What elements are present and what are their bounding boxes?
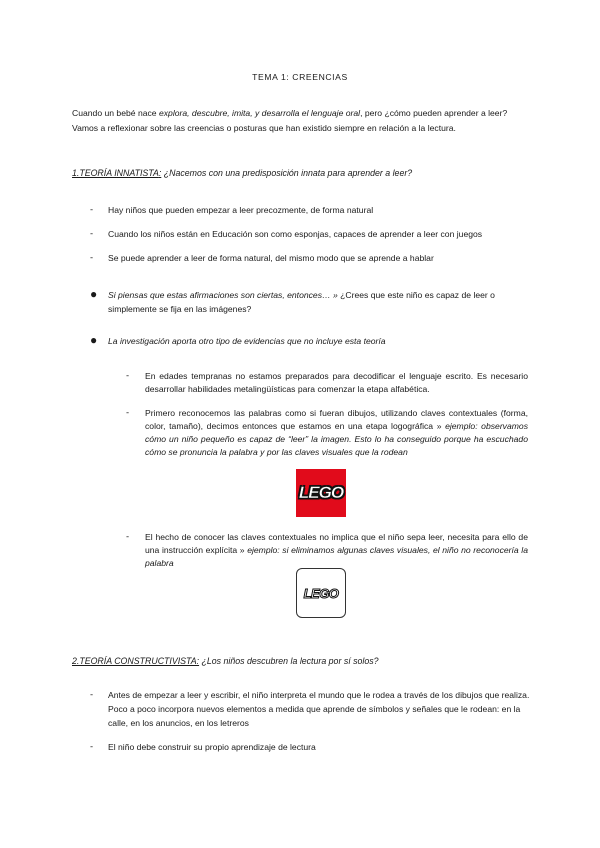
section1-colon: : (158, 168, 162, 178)
lego-logo-text: LEGO (298, 483, 344, 502)
list-item-text: Hay niños que pueden empezar a leer precozmente, de forma natural (108, 205, 374, 215)
bullet-text-italic: Si piensas que estas afirmaciones son ciertas, entonces… » (108, 290, 341, 300)
dash-marker: - (90, 229, 94, 239)
sub-list-item-text: Primero reconocemos las palabras como si fueran dibujos, utilizando claves contextuales (forma, color, tamaño), decimos entonces que estamos en una etapa logográfica » (145, 408, 528, 431)
list-item-text: Se puede aprender a leer de forma natural, del mismo modo que se aprende a hablar (108, 253, 434, 263)
sub-list-item-italic: ejemplo: observamos cómo un niño pequeño es capaz de “leer” la imagen. Esto lo ha conseguido porque ha escuchado cómo se pronuncia la palabra y por las claves visuales que la rodean (145, 421, 528, 457)
intro-paragraph (72, 106, 528, 135)
bullet-text-italic: La investigación aporta otro tipo de evidencias que no incluye esta teoría (108, 336, 386, 346)
sub-list-item-text: En edades tempranas no estamos preparados para decodificar el lenguaje escrito. Es necesario desarrollar habilidades metalingüísticas para comenzar la etapa alfabética. (145, 371, 528, 394)
dash-marker: - (126, 371, 130, 381)
intro-text-italic: explora, descubre, imita, y desarrolla el lenguaje oral (158, 108, 361, 118)
list-item (90, 740, 530, 754)
section2-heading (72, 656, 528, 666)
page-title: TEMA 1: CREENCIAS (252, 72, 348, 82)
sub-list-item (126, 370, 528, 396)
list-item (90, 203, 530, 217)
lego-outline-text: LEGO (303, 585, 339, 601)
dash-marker: - (126, 408, 130, 418)
bullet-item (90, 288, 530, 316)
list-item-text: El niño debe construir su propio aprendizaje de lectura (108, 742, 316, 752)
section1-heading (72, 168, 528, 178)
bullet-marker: ● (90, 333, 98, 347)
section1-question: ¿Nacemos con una predisposición innata para aprender a leer? (161, 168, 413, 178)
intro-text-2: , pero ¿cómo pueden aprender a leer? Vamos a reflexionar sobre las creencias o posturas que han existido siempre en relación a la lectura. (72, 108, 508, 133)
sub-list-item (126, 407, 528, 459)
bullet-item (90, 334, 530, 348)
sub-list-item (126, 531, 528, 570)
sub-list-item-italic: ejemplo: si eliminamos algunas claves visuales, el niño no reconocería la palabra (145, 545, 528, 568)
lego-logo-outline (296, 568, 346, 618)
bullet-marker: ● (90, 287, 98, 301)
dash-marker: - (126, 532, 130, 542)
section2-title: 2.TEORÍA CONSTRUCTIVISTA: (72, 656, 200, 666)
section1-title: 1.TEORÍA INNATISTA (72, 168, 159, 178)
list-item (90, 227, 530, 241)
dash-marker: - (90, 205, 94, 215)
bullet-text: ¿Crees que este niño es capaz de leer o simplemente se fija en las imágenes? (108, 290, 495, 314)
section2-question: ¿Los niños descubren la lectura por sí solos? (199, 656, 379, 666)
sub-list-item-text: El hecho de conocer las claves contextuales no implica que el niño sepa leer, necesita para ello de una instrucción explícita » (145, 532, 528, 555)
intro-text-1: Cuando un bebé nace (72, 108, 159, 118)
dash-marker: - (90, 253, 94, 263)
list-item (90, 688, 530, 730)
list-item (90, 251, 530, 265)
dash-marker: - (90, 690, 94, 700)
list-item-text: Cuando los niños están en Educación son como esponjas, capaces de aprender a leer con juegos (108, 229, 483, 239)
list-item-text: Antes de empezar a leer y escribir, el niño interpreta el mundo que le rodea a través de los dibujos que realiza. Poco a poco incorpora nuevos elementos a medida que aprende de símbolos y señales que le rodean: en la calle, en los anuncios, en los letreros (108, 690, 530, 728)
dash-marker: - (90, 742, 94, 752)
lego-logo-color (296, 469, 346, 517)
